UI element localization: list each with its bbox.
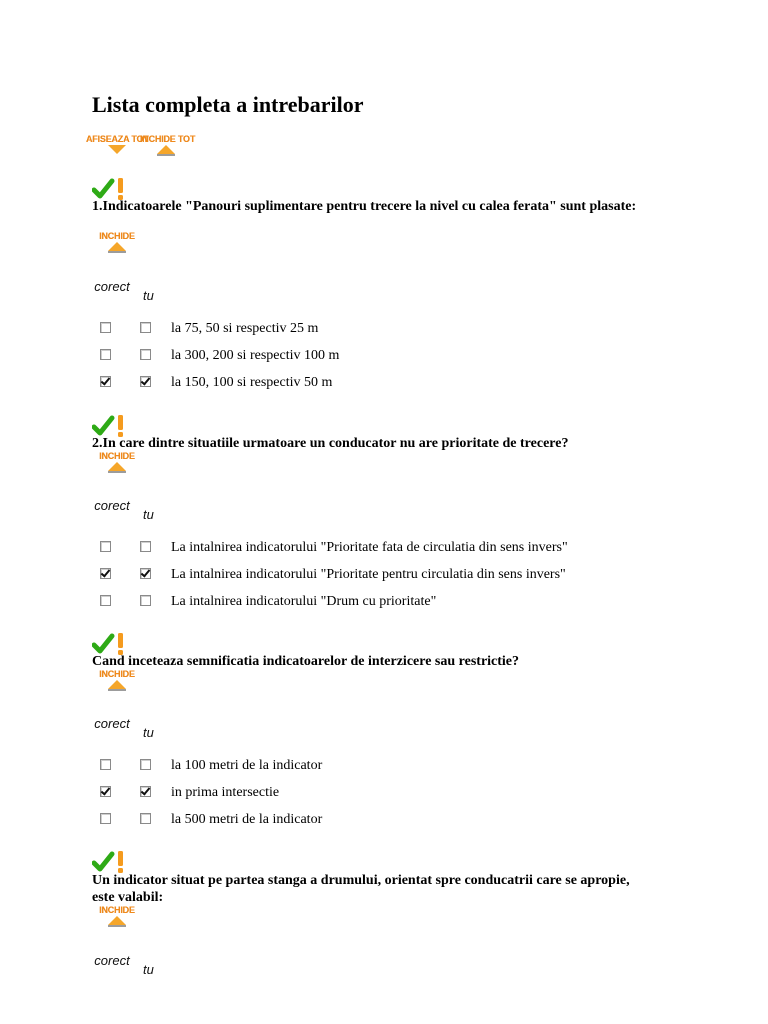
checkbox-yours[interactable] xyxy=(140,786,151,797)
answer-text: La intalnirea indicatorului "Prioritate pentru circulatia din sens invers" xyxy=(171,567,566,582)
answer-text: in prima intersectie xyxy=(171,785,280,800)
question-text: 2.In care dintre situatiile urmatoare un conducator nu are prioritate de trecere? xyxy=(92,436,569,451)
column-correct-header: corect xyxy=(94,498,130,513)
check-icon xyxy=(94,181,112,196)
answer-text: la 300, 200 si respectiv 100 m xyxy=(171,348,340,363)
checkbox-yours[interactable] xyxy=(140,759,151,770)
close-label: INCHIDE xyxy=(99,451,135,461)
show-all-label: AFISEAZA TOT xyxy=(86,134,149,144)
checkbox-correct xyxy=(100,541,111,552)
checkbox-correct xyxy=(100,595,111,606)
checkbox-correct xyxy=(100,786,111,797)
check-icon xyxy=(94,854,112,869)
exclamation-icon xyxy=(118,851,123,866)
close-all-button[interactable] xyxy=(140,134,196,154)
checkbox-yours[interactable] xyxy=(140,541,151,552)
column-yours-header: tu xyxy=(143,962,154,977)
column-yours-header: tu xyxy=(143,288,154,303)
checkbox-yours[interactable] xyxy=(140,322,151,333)
close-question-button[interactable] xyxy=(98,669,136,689)
checkbox-correct xyxy=(100,813,111,824)
column-correct-header: corect xyxy=(94,953,130,968)
arrow-down-icon xyxy=(108,145,126,154)
show-all-button[interactable] xyxy=(86,134,149,154)
exclamation-icon xyxy=(118,633,123,648)
checkbox-correct xyxy=(100,568,111,579)
close-all-label: INCHIDE TOT xyxy=(140,134,196,144)
arrow-up-icon xyxy=(108,462,126,471)
answer-text: la 75, 50 si respectiv 25 m xyxy=(171,321,319,336)
checkbox-correct xyxy=(100,349,111,360)
arrow-up-icon xyxy=(108,916,126,925)
arrow-up-icon xyxy=(108,242,126,251)
checkbox-yours[interactable] xyxy=(140,376,151,387)
exclamation-icon xyxy=(118,178,123,193)
column-correct-header: corect xyxy=(94,279,130,294)
answer-text: la 150, 100 si respectiv 50 m xyxy=(171,375,333,390)
close-label: INCHIDE xyxy=(99,231,135,241)
check-icon xyxy=(94,418,112,433)
column-correct-header: corect xyxy=(94,716,130,731)
checkbox-yours[interactable] xyxy=(140,568,151,579)
checkbox-yours[interactable] xyxy=(140,813,151,824)
status-icons xyxy=(92,850,132,874)
question-text: 1.Indicatoarele "Panouri suplimentare pentru trecere la nivel cu calea ferata" sunt plasate: xyxy=(92,199,637,214)
checkbox-correct xyxy=(100,759,111,770)
answer-text: La intalnirea indicatorului "Prioritate fata de circulatia din sens invers" xyxy=(171,540,568,555)
checkbox-correct xyxy=(100,322,111,333)
question-text: Un indicator situat pe partea stanga a drumului, orientat spre conducatrii care se apropie, este valabil: xyxy=(92,873,630,905)
checkbox-yours[interactable] xyxy=(140,349,151,360)
arrow-up-icon xyxy=(157,145,175,154)
close-question-button[interactable] xyxy=(98,451,136,471)
arrow-up-icon xyxy=(108,680,126,689)
column-yours-header: tu xyxy=(143,725,154,740)
answer-text: la 500 metri de la indicator xyxy=(171,812,323,827)
check-icon xyxy=(94,636,112,651)
close-label: INCHIDE xyxy=(99,905,135,915)
checkbox-correct xyxy=(100,376,111,387)
column-yours-header: tu xyxy=(143,507,154,522)
page-title: Lista completa a intrebarilor xyxy=(92,92,364,117)
exclamation-icon xyxy=(118,415,123,430)
close-label: INCHIDE xyxy=(99,669,135,679)
checkbox-yours[interactable] xyxy=(140,595,151,606)
close-question-button[interactable] xyxy=(98,231,136,251)
answer-text: la 100 metri de la indicator xyxy=(171,758,323,773)
close-question-button[interactable] xyxy=(98,905,136,925)
answer-text: La intalnirea indicatorului "Drum cu prioritate" xyxy=(171,594,437,609)
question-text: Cand inceteaza semnificatia indicatoarelor de interzicere sau restrictie? xyxy=(92,654,520,669)
